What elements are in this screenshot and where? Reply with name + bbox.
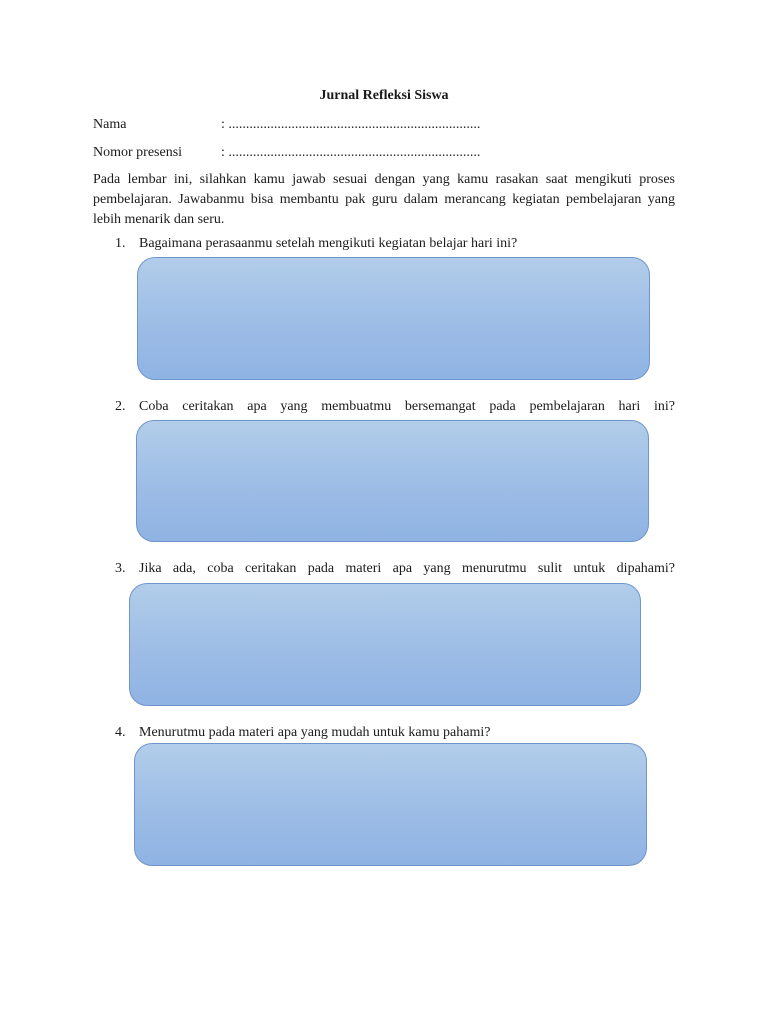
name-field-row (93, 117, 480, 133)
answer-box-1[interactable] (137, 257, 650, 380)
question-4-text: Menurutmu pada materi apa yang mudah untuk kamu pahami? (139, 725, 491, 740)
intro-paragraph: Pada lembar ini, silahkan kamu jawab sesuai dengan yang kamu rasakan saat mengikuti proses pembelajaran. Jawabanmu bisa membantu pak guru dalam merancang kegiatan pembelajaran yang lebih menarik dan seru. (93, 172, 675, 227)
question-4-number: 4. (115, 725, 126, 740)
question-2-text: Coba ceritakan apa yang membuatmu bersemangat pada pembelajaran hari ini? (139, 399, 675, 414)
attendance-number-blank[interactable]: : ........................................................................ (221, 145, 481, 160)
question-3-number: 3. (115, 561, 126, 576)
page-title: Jurnal Refleksi Siswa (319, 88, 449, 103)
question-2-number: 2. (115, 399, 126, 414)
attendance-number-label: Nomor presensi (93, 145, 183, 160)
question-1-text: Bagaimana perasaanmu setelah mengikuti kegiatan belajar hari ini? (139, 236, 518, 251)
answer-box-3[interactable] (129, 583, 641, 706)
attendance-number-field-row (93, 145, 480, 161)
question-1-number: 1. (115, 236, 126, 251)
name-blank[interactable]: : ........................................................................ (221, 117, 481, 132)
answer-box-2[interactable] (136, 420, 649, 542)
name-label: Nama (93, 117, 127, 132)
answer-box-4[interactable] (134, 743, 647, 866)
question-3-text: Jika ada, coba ceritakan pada materi apa yang menurutmu sulit untuk dipahami? (139, 561, 675, 576)
